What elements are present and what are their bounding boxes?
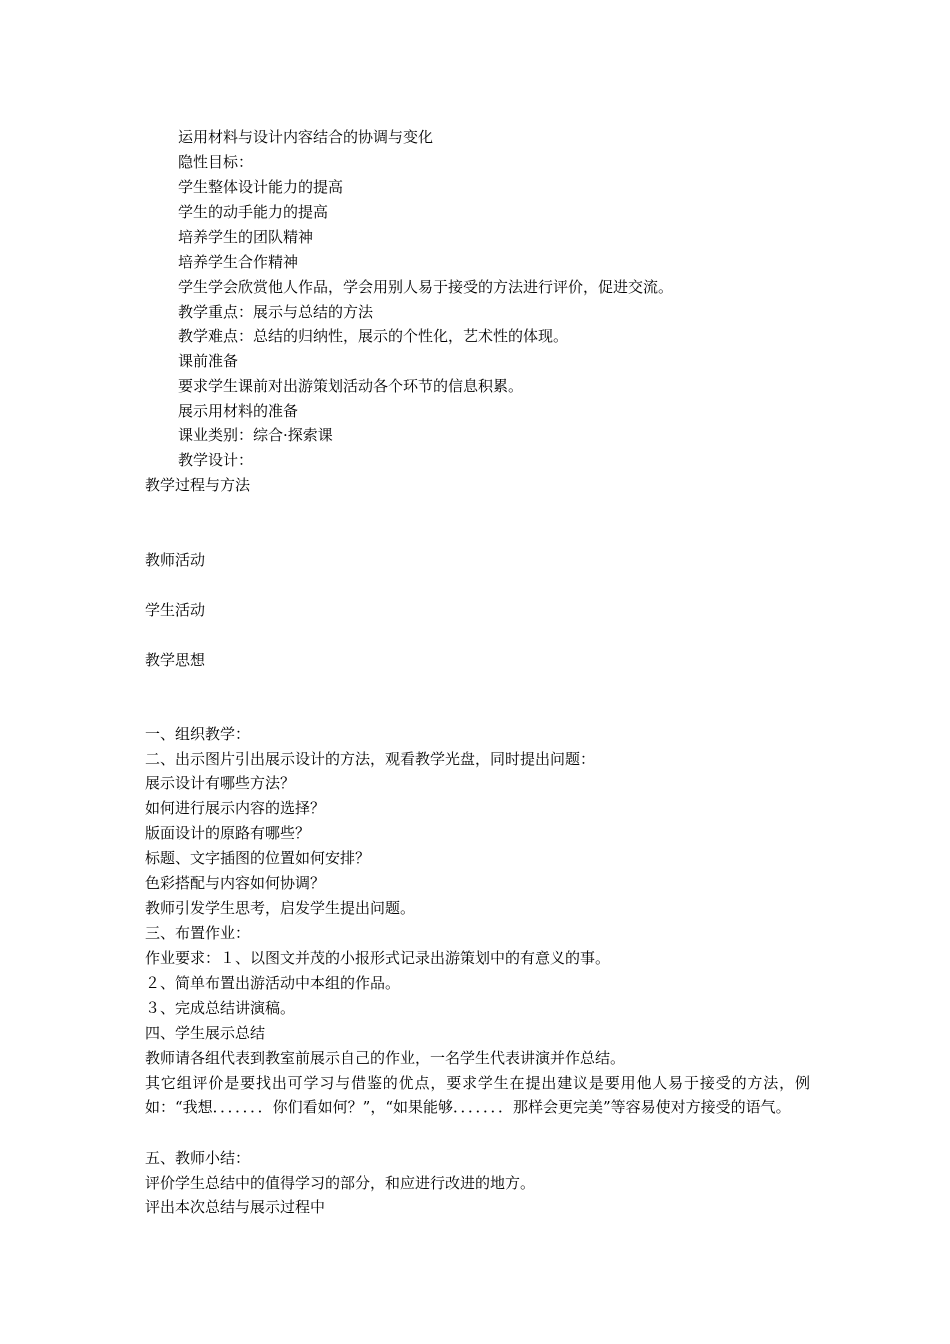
intro-line: 课前准备: [178, 352, 239, 370]
evaluation-paragraph: 其它组评价是要找出可学习与借鉴的优点，要求学生在提出建议是要用他人易于接受的方法，例如：“我想．．．．．．．你们看如何？”，“如果能够．．．．．．．那样会更完美”等容易使对方接受的语气。: [145, 1074, 810, 1116]
body-line: 四、学生展示总结: [145, 1024, 266, 1042]
body-line: 色彩搭配与内容如何协调？: [145, 874, 326, 892]
intro-line: 教学设计：: [178, 451, 254, 469]
intro-line: 课业类别：综合·探索课: [178, 426, 333, 444]
intro-line: 教学重点：展示与总结的方法: [178, 303, 374, 321]
body-line: 一、组织教学：: [145, 725, 251, 743]
intro-line: 学生的动手能力的提高: [178, 203, 329, 221]
intro-line: 要求学生课前对出游策划活动各个环节的信息积累。: [178, 377, 524, 395]
body-line: 展示设计有哪些方法？: [145, 774, 296, 792]
intro-line: 运用材料与设计内容结合的协调与变化: [178, 128, 434, 146]
body-line: 教师请各组代表到教室前展示自己的作业，一名学生代表讲演并作总结。: [145, 1049, 626, 1067]
intro-line: 学生学会欣赏他人作品，学会用别人易于接受的方法进行评价，促进交流。: [178, 278, 674, 296]
closing-line: 评出本次总结与展示过程中: [145, 1198, 326, 1216]
closing-line: 五、教师小结：: [145, 1149, 251, 1167]
body-line: 教师引发学生思考，启发学生提出问题。: [145, 899, 416, 917]
intro-line: 学生整体设计能力的提高: [178, 178, 344, 196]
body-line: 标题、文字插图的位置如何安排？: [145, 849, 371, 867]
body-line: 二、出示图片引出展示设计的方法，观看教学光盘，同时提出问题：: [145, 750, 596, 768]
body-line: 如何进行展示内容的选择？: [145, 799, 326, 817]
column-teacher-activity: 教师活动: [145, 551, 206, 569]
body-line: 三、布置作业：: [145, 924, 251, 942]
intro-line: 培养学生的团队精神: [178, 228, 314, 246]
intro-line: 隐性目标：: [178, 153, 254, 171]
column-teaching-idea: 教学思想: [145, 651, 206, 669]
intro-line: 展示用材料的准备: [178, 402, 299, 420]
body-line: 作业要求：１、以图文并茂的小报形式记录出游策划中的有意义的事。: [145, 949, 611, 967]
column-student-activity: 学生活动: [145, 601, 206, 619]
closing-line: 评价学生总结中的值得学习的部分，和应进行改进的地方。: [145, 1174, 536, 1192]
body-line: ２、简单布置出游活动中本组的作品。: [145, 974, 401, 992]
intro-line: 培养学生合作精神: [178, 253, 299, 271]
table-title: 教学过程与方法: [145, 476, 251, 494]
intro-line: 教学难点：总结的归纳性，展示的个性化，艺术性的体现。: [178, 327, 569, 345]
body-line: ３、完成总结讲演稿。: [145, 999, 296, 1017]
body-line: 版面设计的原路有哪些？: [145, 824, 311, 842]
